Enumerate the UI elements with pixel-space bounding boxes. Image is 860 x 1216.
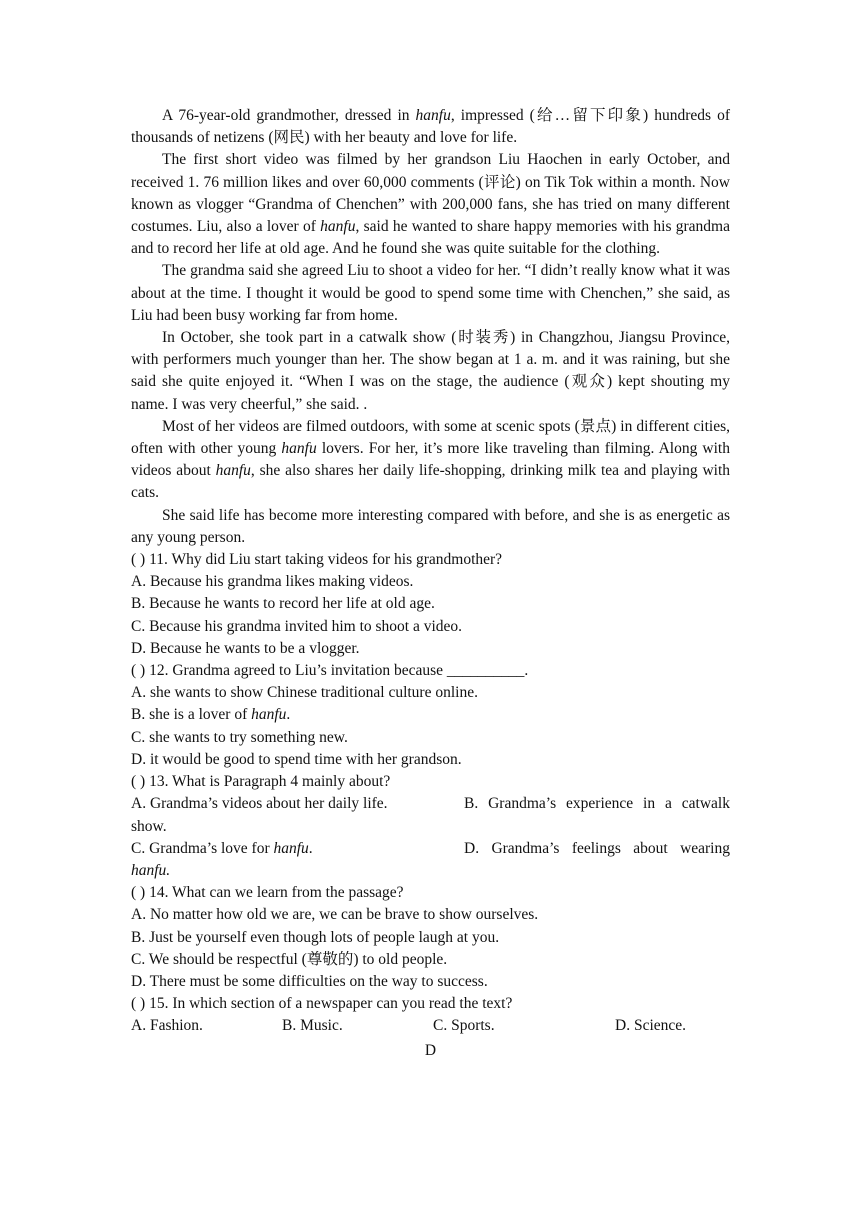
section-heading: D	[424, 1041, 437, 1059]
passage-paragraph: A 76-year-old grandmother, dressed in hanfu, impressed (给…留下印象) hundreds of thousands of netizens (网民) with her beauty and love for life.	[131, 107, 730, 147]
option-c: C. Because his grandma invited him to shoot a video.	[131, 617, 463, 635]
option-d-continued: hanfu.	[131, 861, 171, 879]
option-a: A. Grandma’s videos about her daily life.	[131, 795, 388, 813]
option-b: B. Grandma’s experience in a catwalk	[464, 795, 730, 813]
option-d: D. Because he wants to be a vlogger.	[131, 639, 360, 657]
option-d: D. Grandma’s feelings about wearing	[464, 839, 730, 857]
option-d: D. Science.	[615, 1017, 687, 1035]
option-b: B. Music.	[282, 1017, 343, 1035]
options-cd-row	[131, 838, 730, 860]
question-stem: ( ) 14. What can we learn from the passage?	[131, 884, 404, 902]
question-stem: ( ) 13. What is Paragraph 4 mainly about?	[131, 773, 391, 791]
option-c: C. she wants to try something new.	[131, 728, 348, 746]
option-d: D. There must be some difficulties on the way to success.	[131, 972, 488, 990]
passage-paragraph: The grandma said she agreed Liu to shoot a video for her. “I didn’t really know what it was about at the time. I thought it would be good to spend some time with Chenchen,” she said, as Liu had been busy working far from home.	[131, 262, 730, 324]
question-stem: ( ) 11. Why did Liu start taking videos for his grandmother?	[131, 551, 503, 569]
option-b-continued: show.	[131, 817, 167, 835]
option-d: D. it would be good to spend time with her grandson.	[131, 750, 462, 768]
reading-passage	[131, 105, 730, 549]
options-row	[131, 1015, 730, 1037]
option-c: C. Grandma’s love for hanfu.	[131, 839, 313, 857]
option-c: C. Sports.	[433, 1017, 495, 1035]
options-ab-row	[131, 793, 730, 815]
question-stem: ( ) 15. In which section of a newspaper can you read the text?	[131, 995, 513, 1013]
option-b: B. she is a lover of hanfu.	[131, 706, 291, 724]
question-11	[131, 549, 730, 660]
option-b: B. Because he wants to record her life at old age.	[131, 595, 435, 613]
question-13	[131, 771, 730, 882]
option-a: A. Because his grandma likes making videos.	[131, 573, 414, 591]
option-a: A. she wants to show Chinese traditional culture online.	[131, 684, 478, 702]
passage-paragraph: In October, she took part in a catwalk show (时装秀) in Changzhou, Jiangsu Province, with performers much younger than her. The show began at 1 a. m. and it was raining, but she said she quite enjoyed it. “When I was on the stage, the audience (观众) kept shouting my name. I was very cheerful,” she said. .	[131, 329, 730, 413]
option-a: A. No matter how old we are, we can be brave to show ourselves.	[131, 906, 539, 924]
passage-paragraph: The first short video was filmed by her grandson Liu Haochen in early October, and received 1. 76 million likes and over 60,000 comments (评论) on Tik Tok within a month. Now known as vlogger “Grandma of Chenchen” with 200,000 fans, she has tried on many different costumes. Liu, also a lover of hanfu, said he wanted to share happy memories with his grandma and to record her life at old age. And he found she was quite suitable for the clothing.	[131, 151, 730, 258]
document-page	[131, 105, 730, 1062]
passage-paragraph: Most of her videos are filmed outdoors, with some at scenic spots (景点) in different cities, often with other young hanfu lovers. For her, it’s more like traveling than filming. Along with videos about hanfu, she also shares her daily life-shopping, drinking milk tea and playing with cats.	[131, 417, 730, 502]
option-b: B. Just be yourself even though lots of people laugh at you.	[131, 928, 500, 946]
question-14	[131, 882, 730, 993]
option-c: C. We should be respectful (尊敬的) to old people.	[131, 950, 448, 968]
question-stem: ( ) 12. Grandma agreed to Liu’s invitation because __________.	[131, 662, 529, 680]
passage-paragraph: She said life has become more interesting compared with before, and she is as energetic as any young person.	[131, 506, 730, 546]
option-a: A. Fashion.	[131, 1017, 203, 1035]
question-12	[131, 660, 730, 771]
question-15	[131, 993, 730, 1037]
